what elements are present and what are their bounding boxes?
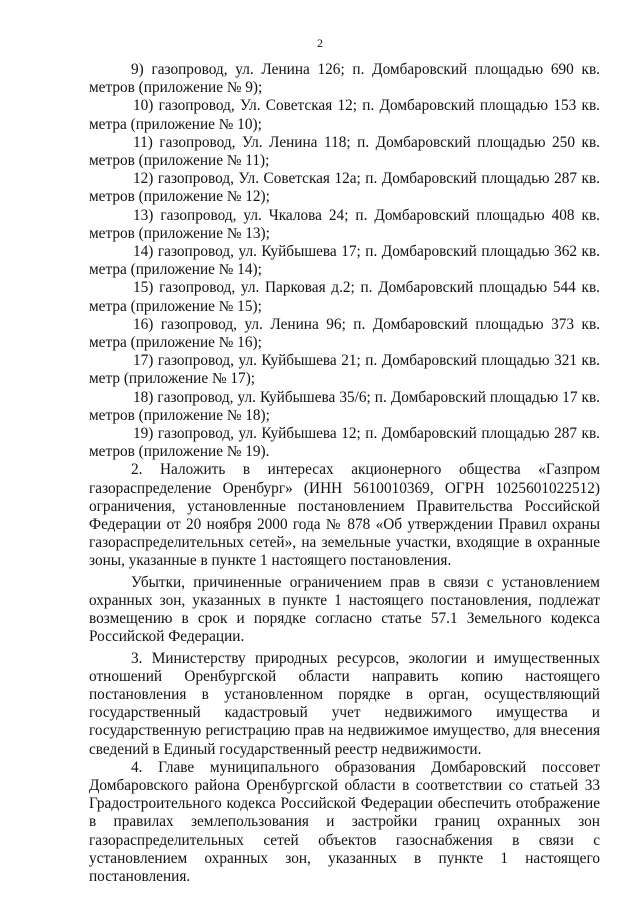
list-item: 9) газопровод, ул. Ленина 126; п. Домбаровский площадью 690 кв. метров (приложение № 9); xyxy=(89,61,600,97)
list-item: 19) газопровод, ул. Куйбышева 12; п. Домбаровский площадью 287 кв. метров (приложение № 19). xyxy=(89,425,600,461)
paragraph-3-ministry: 3. Министерству природных ресурсов, экологии и имущественных отношений Оренбургской области направить копию настоящего постановления в установленном порядке в орган, осуществляющий государственный кадастровый учет недвижимого имущества и государственную регистрацию прав на недвижимое имущество, для внесения сведений в Единый государственный реестр недвижимости. xyxy=(89,649,600,758)
list-item: 10) газопровод, Ул. Советская 12; п. Домбаровский площадью 153 кв. метра (приложение № 10); xyxy=(89,97,600,133)
paragraph-4-head: 4. Главе муниципального образования Домбаровский поссовет Домбаровского района Оренбургской области в соответствии со статьей 33 Градостроительного кодекса Российской Федерации обеспечить отображение в правилах землепользования и застройки границ охранных зон газораспределительных сетей объектов газоснабжения в связи с установлением охранных зон, указанных в пункте 1 настоящего постановления. xyxy=(89,758,600,885)
paragraph-2-restrictions: 2. Наложить в интересах акционерного общества «Газпром газораспределение Оренбург» (ИНН 5610010369, ОГРН 1025601022512) ограничения, установленные постановлением Правительства Российской Федерации от 20 ноября 2000 года № 878 «Об утверждении Правил охраны газораспределительных сетей», на земельные участки, входящие в охранные зоны, указанные в пункте 1 настоящего постановления. xyxy=(89,461,600,570)
list-item: 13) газопровод, ул. Чкалова 24; п. Домбаровский площадью 408 кв. метров (приложение № 13); xyxy=(89,206,600,242)
list-item: 17) газопровод, ул. Куйбышева 21; п. Домбаровский площадью 321 кв. метр (приложение № 17); xyxy=(89,352,600,388)
list-item: 11) газопровод, Ул. Ленина 118; п. Домбаровский площадью 250 кв. метров (приложение № 11); xyxy=(89,133,600,170)
list-item: 16) газопровод, ул. Ленина 96; п. Домбаровский площадью 373 кв. метра (приложение № 16); xyxy=(89,315,600,352)
list-item: 12) газопровод, Ул. Советская 12а; п. Домбаровский площадью 287 кв. метров (приложение № 12); xyxy=(89,170,600,206)
list-item: 14) газопровод, ул. Куйбышева 17; п. Домбаровский площадью 362 кв. метра (приложение № 14); xyxy=(89,243,600,279)
list-item: 18) газопровод, ул. Куйбышева 35/6; п. Домбаровский площадью 17 кв. метров (приложение № 18); xyxy=(89,388,600,424)
document-body xyxy=(89,61,600,886)
paragraph-losses: Убытки, причиненные ограничением прав в связи с установлением охранных зон, указанных в пункте 1 настоящего постановления, подлежат возмещению в срок и порядке согласно статье 57.1 Земельного кодекса Российской Федерации. xyxy=(89,573,600,646)
page-number: 2 xyxy=(317,36,323,50)
list-item: 15) газопровод, ул. Парковая д.2; п. Домбаровский площадью 544 кв. метра (приложение № 15); xyxy=(89,279,600,315)
